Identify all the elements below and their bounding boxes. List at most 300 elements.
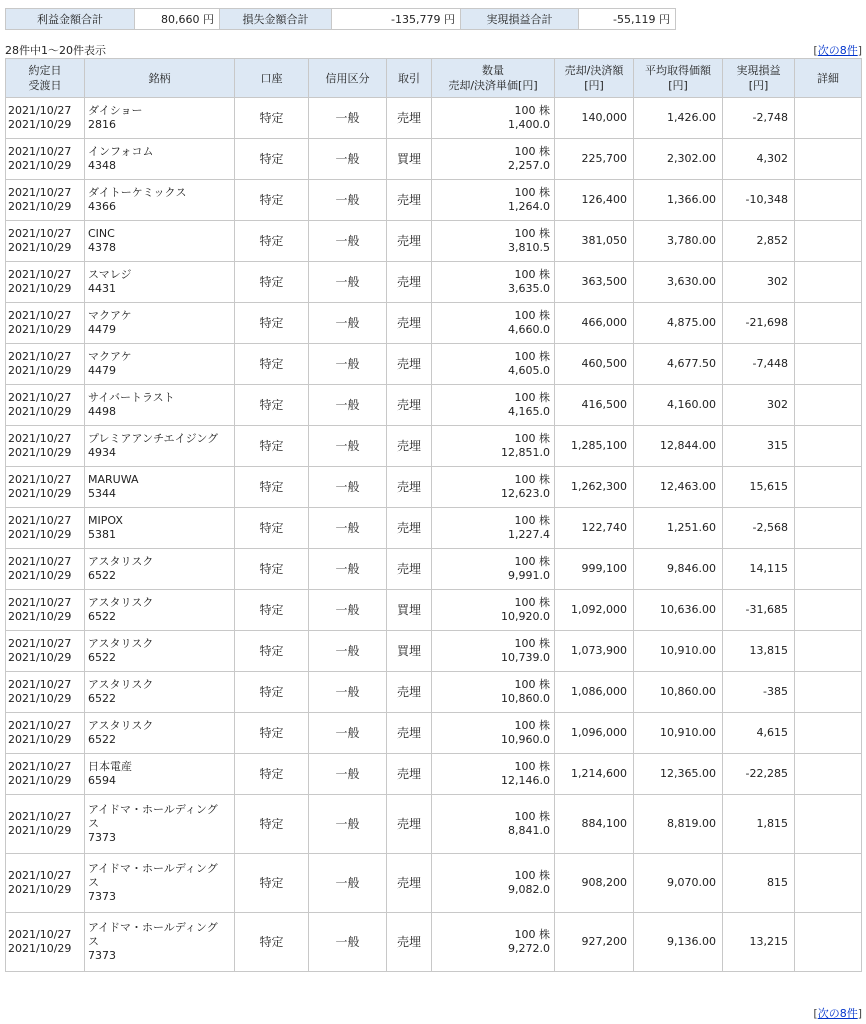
account-cell: 特定 — [235, 913, 309, 972]
stock-name-part: サイバートラスト — [88, 391, 175, 404]
bracket-open: [ — [813, 1007, 818, 1020]
realized-pl-cell: 4,615 — [723, 713, 795, 754]
unit-price: 12,623.0 — [501, 487, 550, 500]
detail-cell — [795, 303, 862, 344]
stock-code: 6522 — [88, 569, 116, 582]
amount-cell: 363,500 — [555, 262, 634, 303]
trade-cell: 売埋 — [387, 426, 432, 467]
qty-cell — [432, 262, 555, 303]
summary-table — [5, 8, 676, 30]
realized-pl-cell: 14,115 — [723, 549, 795, 590]
header-trade: 取引 — [387, 59, 432, 98]
stock-name-part: ス — [88, 935, 99, 948]
realized-pl-cell: 13,815 — [723, 631, 795, 672]
exec-date: 2021/10/27 — [8, 555, 72, 568]
trade-cell: 売埋 — [387, 508, 432, 549]
next-page-link-bottom[interactable]: 次の8件 — [817, 1007, 858, 1020]
settle-date: 2021/10/29 — [8, 446, 72, 459]
exec-date: 2021/10/27 — [8, 928, 72, 941]
date-cell — [6, 262, 85, 303]
stock-cell — [85, 508, 235, 549]
table-row — [6, 98, 862, 139]
qty-cell — [432, 221, 555, 262]
date-cell — [6, 508, 85, 549]
stock-name-part: アスタリスク — [88, 596, 154, 609]
amount-cell: 1,096,000 — [555, 713, 634, 754]
settle-date: 2021/10/29 — [8, 528, 72, 541]
settle-date: 2021/10/29 — [8, 487, 72, 500]
account-cell: 特定 — [235, 98, 309, 139]
qty-cell — [432, 344, 555, 385]
profit-total-value: 80,660 円 — [135, 9, 220, 30]
trade-cell: 売埋 — [387, 303, 432, 344]
exec-date: 2021/10/27 — [8, 432, 72, 445]
table-row — [6, 508, 862, 549]
qty-cell — [432, 303, 555, 344]
loss-total-value: -135,779 円 — [332, 9, 461, 30]
stock-name-part: ダイショー — [88, 104, 143, 117]
credit-cell: 一般 — [309, 754, 387, 795]
bracket-close: ] — [857, 44, 862, 57]
qty-value: 100 株 — [514, 760, 550, 773]
trade-cell: 売埋 — [387, 467, 432, 508]
amount-cell: 122,740 — [555, 508, 634, 549]
stock-code: 6522 — [88, 733, 116, 746]
settle-date: 2021/10/29 — [8, 692, 72, 705]
account-cell: 特定 — [235, 385, 309, 426]
settle-date: 2021/10/29 — [8, 883, 72, 896]
exec-date: 2021/10/27 — [8, 309, 72, 322]
stock-cell — [85, 467, 235, 508]
settle-date: 2021/10/29 — [8, 405, 72, 418]
settle-date: 2021/10/29 — [8, 733, 72, 746]
qty-value: 100 株 — [514, 719, 550, 732]
stock-cell — [85, 221, 235, 262]
stock-name-part: アスタリスク — [88, 678, 154, 691]
avg-cost-cell: 4,875.00 — [634, 303, 723, 344]
unit-price: 10,860.0 — [501, 692, 550, 705]
stock-name-part: CINC — [88, 227, 115, 240]
qty-cell — [432, 385, 555, 426]
table-row — [6, 221, 862, 262]
credit-cell: 一般 — [309, 139, 387, 180]
account-cell: 特定 — [235, 180, 309, 221]
credit-cell: 一般 — [309, 913, 387, 972]
qty-cell — [432, 913, 555, 972]
account-cell: 特定 — [235, 262, 309, 303]
header-credit: 信用区分 — [309, 59, 387, 98]
date-cell — [6, 590, 85, 631]
realized-pl-cell: 13,215 — [723, 913, 795, 972]
stock-name-part: 日本電産 — [88, 760, 132, 773]
header-name: 銘柄 — [85, 59, 235, 98]
unit-price: 9,272.0 — [508, 942, 550, 955]
qty-value: 100 株 — [514, 514, 550, 527]
exec-date: 2021/10/27 — [8, 104, 72, 117]
qty-value: 100 株 — [514, 391, 550, 404]
qty-cell — [432, 180, 555, 221]
exec-date: 2021/10/27 — [8, 637, 72, 650]
settle-date: 2021/10/29 — [8, 364, 72, 377]
qty-cell — [432, 672, 555, 713]
table-row — [6, 913, 862, 972]
header-pl-line1: 実現損益 — [736, 64, 781, 77]
amount-cell: 126,400 — [555, 180, 634, 221]
qty-cell — [432, 854, 555, 913]
unit-price: 3,635.0 — [508, 282, 550, 295]
avg-cost-cell: 10,910.00 — [634, 631, 723, 672]
table-row — [6, 180, 862, 221]
trade-cell: 売埋 — [387, 180, 432, 221]
unit-price: 10,920.0 — [501, 610, 550, 623]
avg-cost-cell: 3,630.00 — [634, 262, 723, 303]
detail-cell — [795, 913, 862, 972]
realized-pl-cell: 2,852 — [723, 221, 795, 262]
stock-name-part: ダイトーケミックス — [88, 186, 187, 199]
unit-price: 4,660.0 — [508, 323, 550, 336]
stock-cell — [85, 98, 235, 139]
qty-cell — [432, 508, 555, 549]
exec-date: 2021/10/27 — [8, 227, 72, 240]
exec-date: 2021/10/27 — [8, 760, 72, 773]
stock-cell — [85, 262, 235, 303]
credit-cell: 一般 — [309, 672, 387, 713]
unit-price: 1,400.0 — [508, 118, 550, 131]
realized-pl-cell: 315 — [723, 426, 795, 467]
settle-date: 2021/10/29 — [8, 323, 72, 336]
account-cell: 特定 — [235, 221, 309, 262]
detail-cell — [795, 631, 862, 672]
exec-date: 2021/10/27 — [8, 514, 72, 527]
qty-value: 100 株 — [514, 596, 550, 609]
avg-cost-cell: 12,844.00 — [634, 426, 723, 467]
exec-date: 2021/10/27 — [8, 719, 72, 732]
date-cell — [6, 713, 85, 754]
bracket-close: ] — [857, 1007, 862, 1020]
credit-cell: 一般 — [309, 854, 387, 913]
header-exec-date: 約定日 — [28, 64, 62, 77]
detail-cell — [795, 854, 862, 913]
header-account: 口座 — [235, 59, 309, 98]
trade-cell: 売埋 — [387, 795, 432, 854]
credit-cell: 一般 — [309, 467, 387, 508]
exec-date: 2021/10/27 — [8, 145, 72, 158]
stock-cell — [85, 139, 235, 180]
avg-cost-cell: 9,136.00 — [634, 913, 723, 972]
amount-cell: 1,214,600 — [555, 754, 634, 795]
pager-top — [813, 42, 862, 58]
table-row — [6, 672, 862, 713]
stock-code: 7373 — [88, 949, 116, 962]
stock-cell — [85, 795, 235, 854]
stock-code: 6594 — [88, 774, 116, 787]
unit-price: 9,082.0 — [508, 883, 550, 896]
realized-pl-cell: -21,698 — [723, 303, 795, 344]
detail-cell — [795, 795, 862, 854]
table-row — [6, 754, 862, 795]
stock-code: 4479 — [88, 323, 116, 336]
settle-date: 2021/10/29 — [8, 610, 72, 623]
avg-cost-cell: 4,677.50 — [634, 344, 723, 385]
credit-cell: 一般 — [309, 303, 387, 344]
detail-cell — [795, 180, 862, 221]
account-cell: 特定 — [235, 426, 309, 467]
stock-cell — [85, 854, 235, 913]
date-cell — [6, 549, 85, 590]
realized-pl-cell: -385 — [723, 672, 795, 713]
stock-code: 4479 — [88, 364, 116, 377]
credit-cell: 一般 — [309, 713, 387, 754]
unit-price: 10,739.0 — [501, 651, 550, 664]
stock-code: 4431 — [88, 282, 116, 295]
header-realized-pl — [723, 59, 795, 98]
amount-cell: 416,500 — [555, 385, 634, 426]
header-detail: 詳細 — [795, 59, 862, 98]
detail-cell — [795, 549, 862, 590]
table-row — [6, 426, 862, 467]
settle-date: 2021/10/29 — [8, 241, 72, 254]
qty-cell — [432, 590, 555, 631]
settle-date: 2021/10/29 — [8, 282, 72, 295]
stock-code: 7373 — [88, 831, 116, 844]
qty-value: 100 株 — [514, 637, 550, 650]
stock-cell — [85, 754, 235, 795]
stock-name-part: マクアケ — [88, 309, 132, 322]
stock-code: 5381 — [88, 528, 116, 541]
amount-cell: 1,285,100 — [555, 426, 634, 467]
date-cell — [6, 913, 85, 972]
stock-name-part: ス — [88, 876, 99, 889]
date-cell — [6, 631, 85, 672]
pager-bottom — [813, 1005, 862, 1021]
next-page-link-top[interactable]: 次の8件 — [817, 44, 858, 57]
avg-cost-cell: 9,070.00 — [634, 854, 723, 913]
header-amount — [555, 59, 634, 98]
account-cell: 特定 — [235, 672, 309, 713]
unit-price: 9,991.0 — [508, 569, 550, 582]
realized-pl-cell: -2,748 — [723, 98, 795, 139]
avg-cost-cell: 10,910.00 — [634, 713, 723, 754]
qty-cell — [432, 426, 555, 467]
trade-cell: 売埋 — [387, 672, 432, 713]
exec-date: 2021/10/27 — [8, 678, 72, 691]
table-row — [6, 262, 862, 303]
qty-value: 100 株 — [514, 869, 550, 882]
amount-cell: 1,262,300 — [555, 467, 634, 508]
date-cell — [6, 795, 85, 854]
qty-value: 100 株 — [514, 810, 550, 823]
trade-cell: 売埋 — [387, 221, 432, 262]
stock-name-part: MARUWA — [88, 473, 139, 486]
qty-cell — [432, 139, 555, 180]
stock-cell — [85, 672, 235, 713]
account-cell: 特定 — [235, 508, 309, 549]
stock-name-part: マクアケ — [88, 350, 132, 363]
header-amount-line1: 売却/決済額 — [564, 64, 624, 77]
table-row — [6, 549, 862, 590]
credit-cell: 一般 — [309, 98, 387, 139]
stock-cell — [85, 913, 235, 972]
trade-cell: 売埋 — [387, 913, 432, 972]
unit-price: 1,264.0 — [508, 200, 550, 213]
settle-date: 2021/10/29 — [8, 569, 72, 582]
avg-cost-cell: 2,302.00 — [634, 139, 723, 180]
credit-cell: 一般 — [309, 549, 387, 590]
unit-price: 8,841.0 — [508, 824, 550, 837]
avg-cost-cell: 12,365.00 — [634, 754, 723, 795]
qty-value: 100 株 — [514, 309, 550, 322]
account-cell: 特定 — [235, 754, 309, 795]
stock-cell — [85, 713, 235, 754]
credit-cell: 一般 — [309, 385, 387, 426]
stock-cell — [85, 590, 235, 631]
exec-date: 2021/10/27 — [8, 869, 72, 882]
qty-cell — [432, 98, 555, 139]
date-cell — [6, 385, 85, 426]
account-cell: 特定 — [235, 590, 309, 631]
exec-date: 2021/10/27 — [8, 596, 72, 609]
credit-cell: 一般 — [309, 795, 387, 854]
avg-cost-cell: 1,251.60 — [634, 508, 723, 549]
stock-cell — [85, 385, 235, 426]
amount-cell: 1,073,900 — [555, 631, 634, 672]
profit-total-label: 利益金額合計 — [6, 9, 135, 30]
detail-cell — [795, 139, 862, 180]
account-cell: 特定 — [235, 795, 309, 854]
header-qty — [432, 59, 555, 98]
realized-pl-cell: -22,285 — [723, 754, 795, 795]
result-count: 28件中1～20件表示 — [5, 44, 106, 57]
settle-date: 2021/10/29 — [8, 159, 72, 172]
header-avg-line1: 平均取得価額 — [645, 64, 711, 77]
qty-cell — [432, 795, 555, 854]
amount-cell: 884,100 — [555, 795, 634, 854]
stock-name-part: アイドマ・ホールディング — [88, 921, 218, 934]
stock-name-part: アイドマ・ホールディング — [88, 862, 218, 875]
unit-price: 3,810.5 — [508, 241, 550, 254]
table-row — [6, 631, 862, 672]
date-cell — [6, 303, 85, 344]
unit-price: 12,146.0 — [501, 774, 550, 787]
stock-code: 5344 — [88, 487, 116, 500]
header-avg-line2: [円] — [668, 79, 688, 92]
date-cell — [6, 467, 85, 508]
stock-code: 4934 — [88, 446, 116, 459]
trade-cell: 売埋 — [387, 854, 432, 913]
settle-date: 2021/10/29 — [8, 774, 72, 787]
credit-cell: 一般 — [309, 180, 387, 221]
settle-date: 2021/10/29 — [8, 200, 72, 213]
amount-cell: 927,200 — [555, 913, 634, 972]
avg-cost-cell: 8,819.00 — [634, 795, 723, 854]
realized-pl-cell: 4,302 — [723, 139, 795, 180]
account-cell: 特定 — [235, 467, 309, 508]
unit-price: 10,960.0 — [501, 733, 550, 746]
detail-cell — [795, 508, 862, 549]
date-cell — [6, 98, 85, 139]
avg-cost-cell: 10,860.00 — [634, 672, 723, 713]
detail-cell — [795, 221, 862, 262]
stock-name-part: スマレジ — [88, 268, 132, 281]
table-row — [6, 467, 862, 508]
amount-cell: 999,100 — [555, 549, 634, 590]
exec-date: 2021/10/27 — [8, 391, 72, 404]
amount-cell: 1,086,000 — [555, 672, 634, 713]
trade-cell: 売埋 — [387, 385, 432, 426]
stock-name-part: アスタリスク — [88, 719, 154, 732]
avg-cost-cell: 9,846.00 — [634, 549, 723, 590]
stock-code: 6522 — [88, 651, 116, 664]
date-cell — [6, 221, 85, 262]
exec-date: 2021/10/27 — [8, 186, 72, 199]
unit-price: 12,851.0 — [501, 446, 550, 459]
stock-name-part: プレミアアンチエイジング — [88, 432, 219, 445]
qty-cell — [432, 713, 555, 754]
avg-cost-cell: 4,160.00 — [634, 385, 723, 426]
qty-value: 100 株 — [514, 555, 550, 568]
credit-cell: 一般 — [309, 221, 387, 262]
stock-name-part: MIPOX — [88, 514, 123, 527]
qty-value: 100 株 — [514, 928, 550, 941]
avg-cost-cell: 3,780.00 — [634, 221, 723, 262]
date-cell — [6, 344, 85, 385]
account-cell: 特定 — [235, 631, 309, 672]
header-qty-line2: 売却/決済単価[円] — [448, 79, 538, 92]
avg-cost-cell: 1,426.00 — [634, 98, 723, 139]
credit-cell: 一般 — [309, 631, 387, 672]
stock-code: 7373 — [88, 890, 116, 903]
account-cell: 特定 — [235, 303, 309, 344]
unit-price: 4,165.0 — [508, 405, 550, 418]
trade-cell: 売埋 — [387, 549, 432, 590]
qty-value: 100 株 — [514, 350, 550, 363]
realized-pl-cell: 815 — [723, 854, 795, 913]
detail-cell — [795, 426, 862, 467]
settle-date: 2021/10/29 — [8, 824, 72, 837]
header-pl-line2: [円] — [748, 79, 769, 92]
table-row — [6, 713, 862, 754]
realized-pl-cell: 15,615 — [723, 467, 795, 508]
amount-cell: 1,092,000 — [555, 590, 634, 631]
realized-pl-cell: 302 — [723, 262, 795, 303]
amount-cell: 140,000 — [555, 98, 634, 139]
realized-total-value: -55,119 円 — [579, 9, 676, 30]
realized-pl-cell: -31,685 — [723, 590, 795, 631]
trade-cell: 売埋 — [387, 754, 432, 795]
exec-date: 2021/10/27 — [8, 473, 72, 486]
qty-value: 100 株 — [514, 186, 550, 199]
date-cell — [6, 672, 85, 713]
detail-cell — [795, 467, 862, 508]
qty-value: 100 株 — [514, 432, 550, 445]
credit-cell: 一般 — [309, 508, 387, 549]
stock-code: 4378 — [88, 241, 116, 254]
avg-cost-cell: 10,636.00 — [634, 590, 723, 631]
header-amount-line2: [円] — [584, 79, 604, 92]
credit-cell: 一般 — [309, 262, 387, 303]
realized-pl-cell: -2,568 — [723, 508, 795, 549]
unit-price: 2,257.0 — [508, 159, 550, 172]
qty-value: 100 株 — [514, 268, 550, 281]
detail-cell — [795, 385, 862, 426]
stock-cell — [85, 426, 235, 467]
table-row — [6, 854, 862, 913]
qty-cell — [432, 467, 555, 508]
realized-pl-cell: -10,348 — [723, 180, 795, 221]
qty-value: 100 株 — [514, 104, 550, 117]
stock-cell — [85, 303, 235, 344]
stock-code: 6522 — [88, 692, 116, 705]
